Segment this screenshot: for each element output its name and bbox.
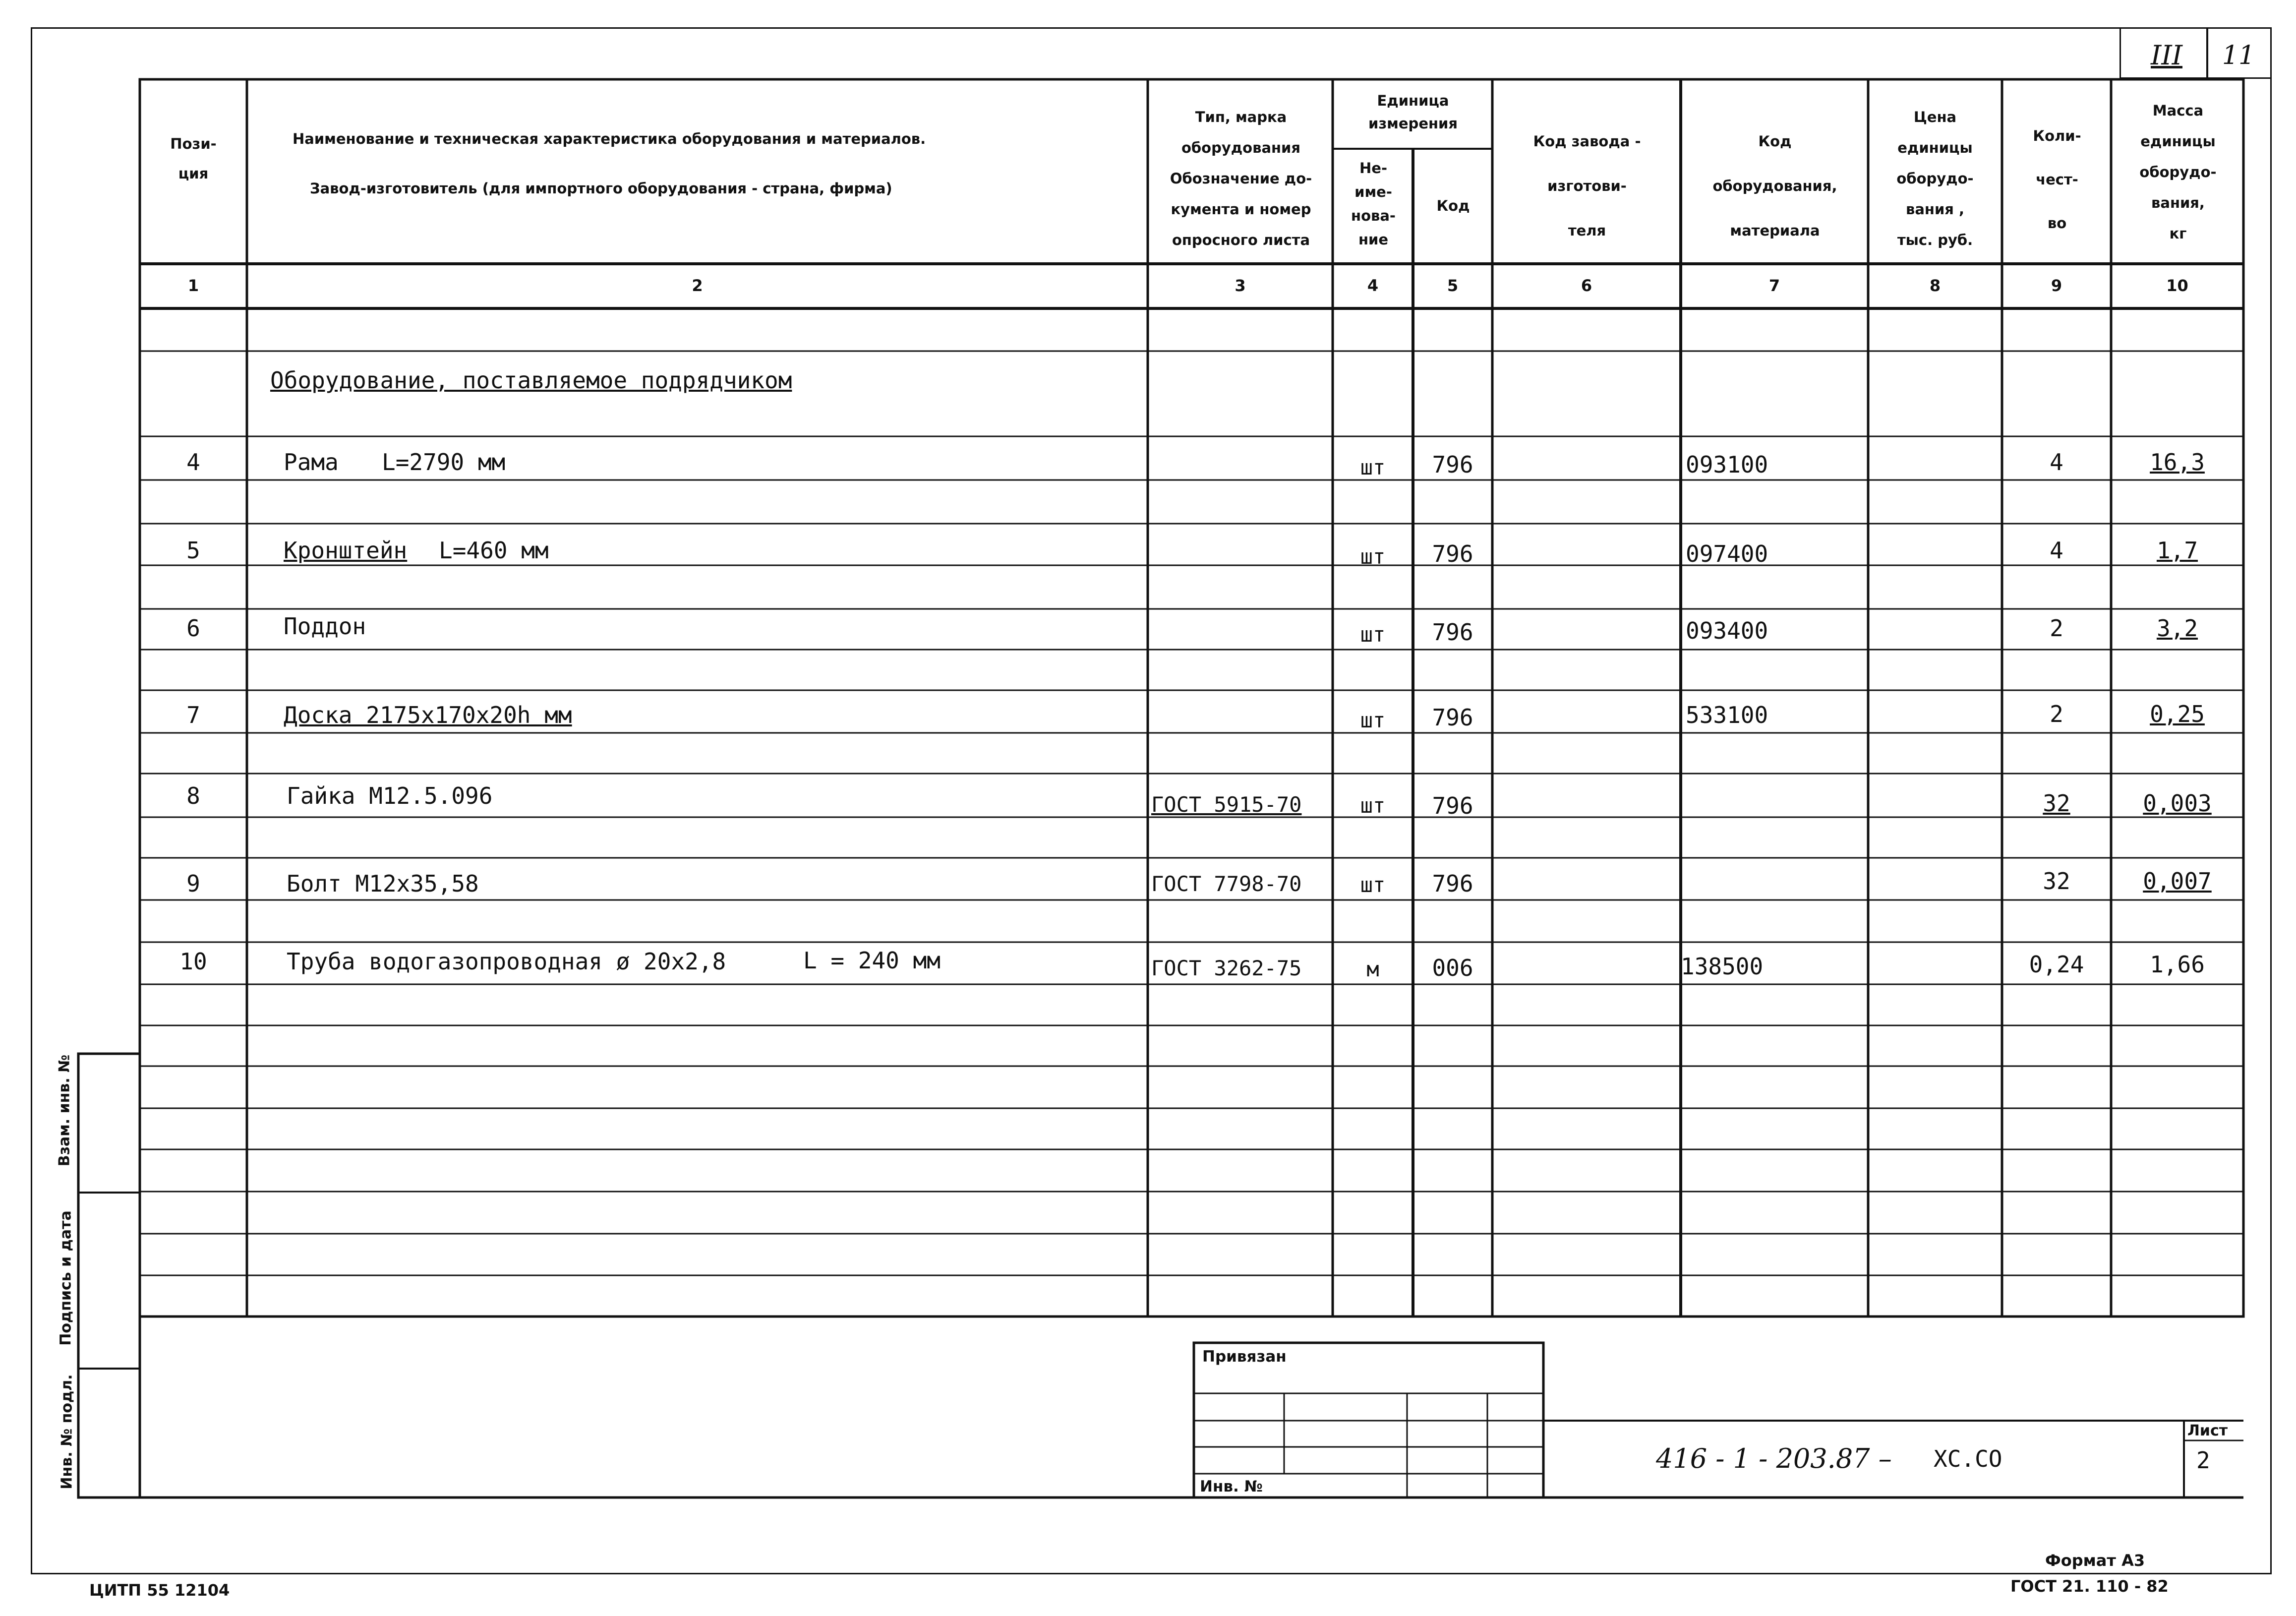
section-title: Оборудование, поставляемое подрядчиком: [270, 367, 792, 394]
row-5-unit: шт: [1360, 544, 1386, 569]
header-price-line: единицы: [1897, 139, 1973, 156]
column-number-10: 10: [2166, 276, 2188, 295]
row-10-length: L = 240 мм: [803, 947, 941, 974]
footer-format: Формат А3: [2045, 1551, 2145, 1570]
row-9-document: ГОСТ 7798-70: [1151, 872, 1302, 896]
row-9-position: 9: [186, 870, 200, 897]
row-8-document: ГОСТ 5915-70: [1151, 792, 1302, 817]
header-unit-name: [1335, 156, 1412, 251]
row-10-position: 10: [179, 948, 207, 975]
row-7-mass: 0,25: [2150, 701, 2205, 727]
header-type-line: кумента и номер: [1171, 201, 1311, 218]
column-number-4: 4: [1367, 276, 1379, 295]
header-mass-line: единицы: [2140, 133, 2216, 150]
row-6-position: 6: [186, 615, 200, 642]
row-4-position: 4: [186, 449, 200, 476]
row-7-quantity: 2: [2050, 701, 2063, 727]
header-equip-line: материала: [1730, 222, 1820, 239]
row-6-equip-code: 093400: [1686, 617, 1768, 644]
header-equipment-code: [1683, 119, 1867, 253]
row-7-equip-code: 533100: [1686, 702, 1768, 728]
row-6-mass: 3,2: [2156, 615, 2198, 642]
row-10-name: Труба водогазопроводная ø 20х2,8: [287, 948, 726, 975]
header-mass: [2113, 95, 2243, 249]
header-qty-line: во: [2047, 215, 2067, 232]
row-6-code: 796: [1432, 619, 1473, 646]
side-stamp-original-inv: [0, 1374, 139, 1490]
row-5-code: 796: [1432, 540, 1473, 567]
row-10-code: 006: [1432, 955, 1473, 981]
header-qty-line: Коли-: [2033, 127, 2081, 144]
row-10-equip-code: 138500: [1681, 953, 1764, 980]
header-mass-line: кг: [2169, 225, 2187, 242]
column-number-3: 3: [1235, 276, 1246, 295]
row-8-unit: шт: [1360, 793, 1386, 818]
sheet-corner-page: 11: [2222, 41, 2255, 70]
row-5-equip-code: 097400: [1686, 540, 1768, 567]
header-price: [1870, 102, 2000, 255]
header-unit-group: [1335, 89, 1491, 135]
row-4-quantity: 4: [2050, 449, 2063, 476]
row-7-unit: шт: [1360, 708, 1386, 732]
row-7-name: Доска 2175х170х20h мм: [284, 702, 572, 728]
row-5-quantity: 4: [2050, 537, 2063, 564]
header-unit-code: [1415, 191, 1491, 221]
header-manufacturer-code: [1495, 119, 1679, 253]
header-equip-line: Код: [1758, 133, 1792, 150]
header-mfr-line: изготови-: [1547, 178, 1627, 194]
row-9-name: Болт М12х35,58: [287, 870, 479, 897]
header-unit-line: Единица: [1377, 92, 1449, 109]
row-4-name: Рама: [284, 449, 339, 476]
row-9-code: 796: [1432, 870, 1473, 897]
side-stamp-signature-date: [0, 1210, 150, 1346]
side-stamp-replace-inv: [0, 1054, 134, 1167]
header-qty-line: чест-: [2036, 171, 2078, 188]
header-mfr-line: Код завода -: [1533, 133, 1641, 150]
header-type-line: оборудования: [1181, 139, 1300, 156]
header-name-line: Наименование и техническая характеристика оборудования и материалов.: [293, 130, 926, 147]
column-number-8: 8: [1929, 276, 1941, 295]
row-10-mass: 1,66: [2150, 951, 2205, 978]
header-unit-name-line: нова-: [1351, 207, 1396, 224]
row-4-length: L=2790 мм: [382, 449, 506, 476]
row-5-mass: 1,7: [2156, 537, 2198, 564]
sheet-number: 2: [2196, 1447, 2210, 1474]
row-4-equip-code: 093100: [1686, 451, 1768, 478]
header-price-line: Цена: [1913, 109, 1957, 125]
header-quantity: [2004, 114, 2110, 245]
header-price-line: оборудо-: [1896, 170, 1974, 187]
sheet-label: Лист: [2187, 1422, 2228, 1439]
side-stamp-label: Инв. № подл.: [58, 1374, 76, 1490]
inventory-number-label: Инв. №: [1200, 1478, 1263, 1496]
row-10-document: ГОСТ 3262-75: [1151, 956, 1302, 980]
header-type-line: Тип, марка: [1195, 109, 1287, 125]
row-7-code: 796: [1432, 704, 1473, 731]
header-mass-line: Масса: [2152, 102, 2204, 119]
row-9-unit: шт: [1360, 873, 1386, 897]
row-5-length: L=460 мм: [439, 537, 549, 564]
column-number-9: 9: [2051, 276, 2062, 295]
header-unit-name-line: име-: [1354, 183, 1392, 200]
row-6-name: Поддон: [284, 613, 366, 640]
row-9-quantity: 32: [2043, 868, 2070, 895]
column-number-7: 7: [1768, 276, 1780, 295]
row-5-name: Кронштейн: [284, 537, 408, 564]
header-price-line: тыс. руб.: [1897, 232, 1973, 248]
row-8-position: 8: [186, 782, 200, 809]
row-10-quantity: 0,24: [2029, 951, 2084, 978]
header-mass-line: вания,: [2151, 194, 2205, 211]
row-9-mass: 0,007: [2143, 868, 2212, 895]
row-8-code: 796: [1432, 792, 1473, 819]
side-stamp-label: Взам. инв. №: [56, 1054, 73, 1167]
header-position: [149, 129, 238, 188]
row-7-position: 7: [186, 702, 200, 728]
document-designation: 416 - 1 - 203.87 –: [1656, 1443, 1892, 1474]
row-8-mass: 0,003: [2143, 790, 2212, 817]
sheet-corner-roman: III: [2151, 40, 2182, 71]
attached-label: Привязан: [1202, 1348, 1287, 1366]
header-unit-line: измерения: [1368, 115, 1458, 132]
header-mfr-line: теля: [1568, 222, 1606, 239]
column-number-1: 1: [187, 276, 199, 295]
footer-standard: ГОСТ 21. 110 - 82: [2010, 1577, 2169, 1596]
header-mass-line: оборудо-: [2139, 164, 2217, 180]
footer-print-code: ЦИТП 55 12104: [89, 1581, 230, 1600]
row-5-position: 5: [186, 537, 200, 564]
header-position-line: ция: [178, 165, 209, 182]
header-name-line: Завод-изготовитель (для импортного оборудования - страна, фирма): [310, 180, 892, 197]
header-unit-name-line: ние: [1358, 231, 1389, 248]
row-4-code: 796: [1432, 451, 1473, 478]
header-unit-code-line: Код: [1436, 197, 1470, 214]
header-unit-name-line: Не-: [1359, 160, 1387, 177]
row-6-unit: шт: [1360, 622, 1386, 647]
header-type-line: опросного листа: [1172, 232, 1310, 248]
row-8-name: Гайка М12.5.096: [287, 782, 493, 809]
row-8-quantity: 32: [2043, 790, 2070, 817]
column-number-6: 6: [1581, 276, 1592, 295]
row-4-mass: 16,3: [2150, 449, 2205, 476]
header-position-line: Пози-: [170, 135, 217, 152]
header-type-line: Обозначение до-: [1170, 170, 1312, 187]
column-number-2: 2: [692, 276, 703, 295]
row-6-quantity: 2: [2050, 615, 2063, 642]
side-stamp-label: Подпись и дата: [57, 1210, 75, 1346]
column-number-5: 5: [1447, 276, 1459, 295]
header-type-doc: [1151, 102, 1331, 255]
document-designation-suffix: ХС.СО: [1934, 1445, 2002, 1472]
header-name: [293, 124, 1135, 203]
header-equip-line: оборудования,: [1712, 178, 1837, 194]
header-price-line: вания ,: [1905, 201, 1964, 218]
row-10-unit: м: [1366, 957, 1379, 981]
row-4-unit: шт: [1360, 455, 1386, 479]
